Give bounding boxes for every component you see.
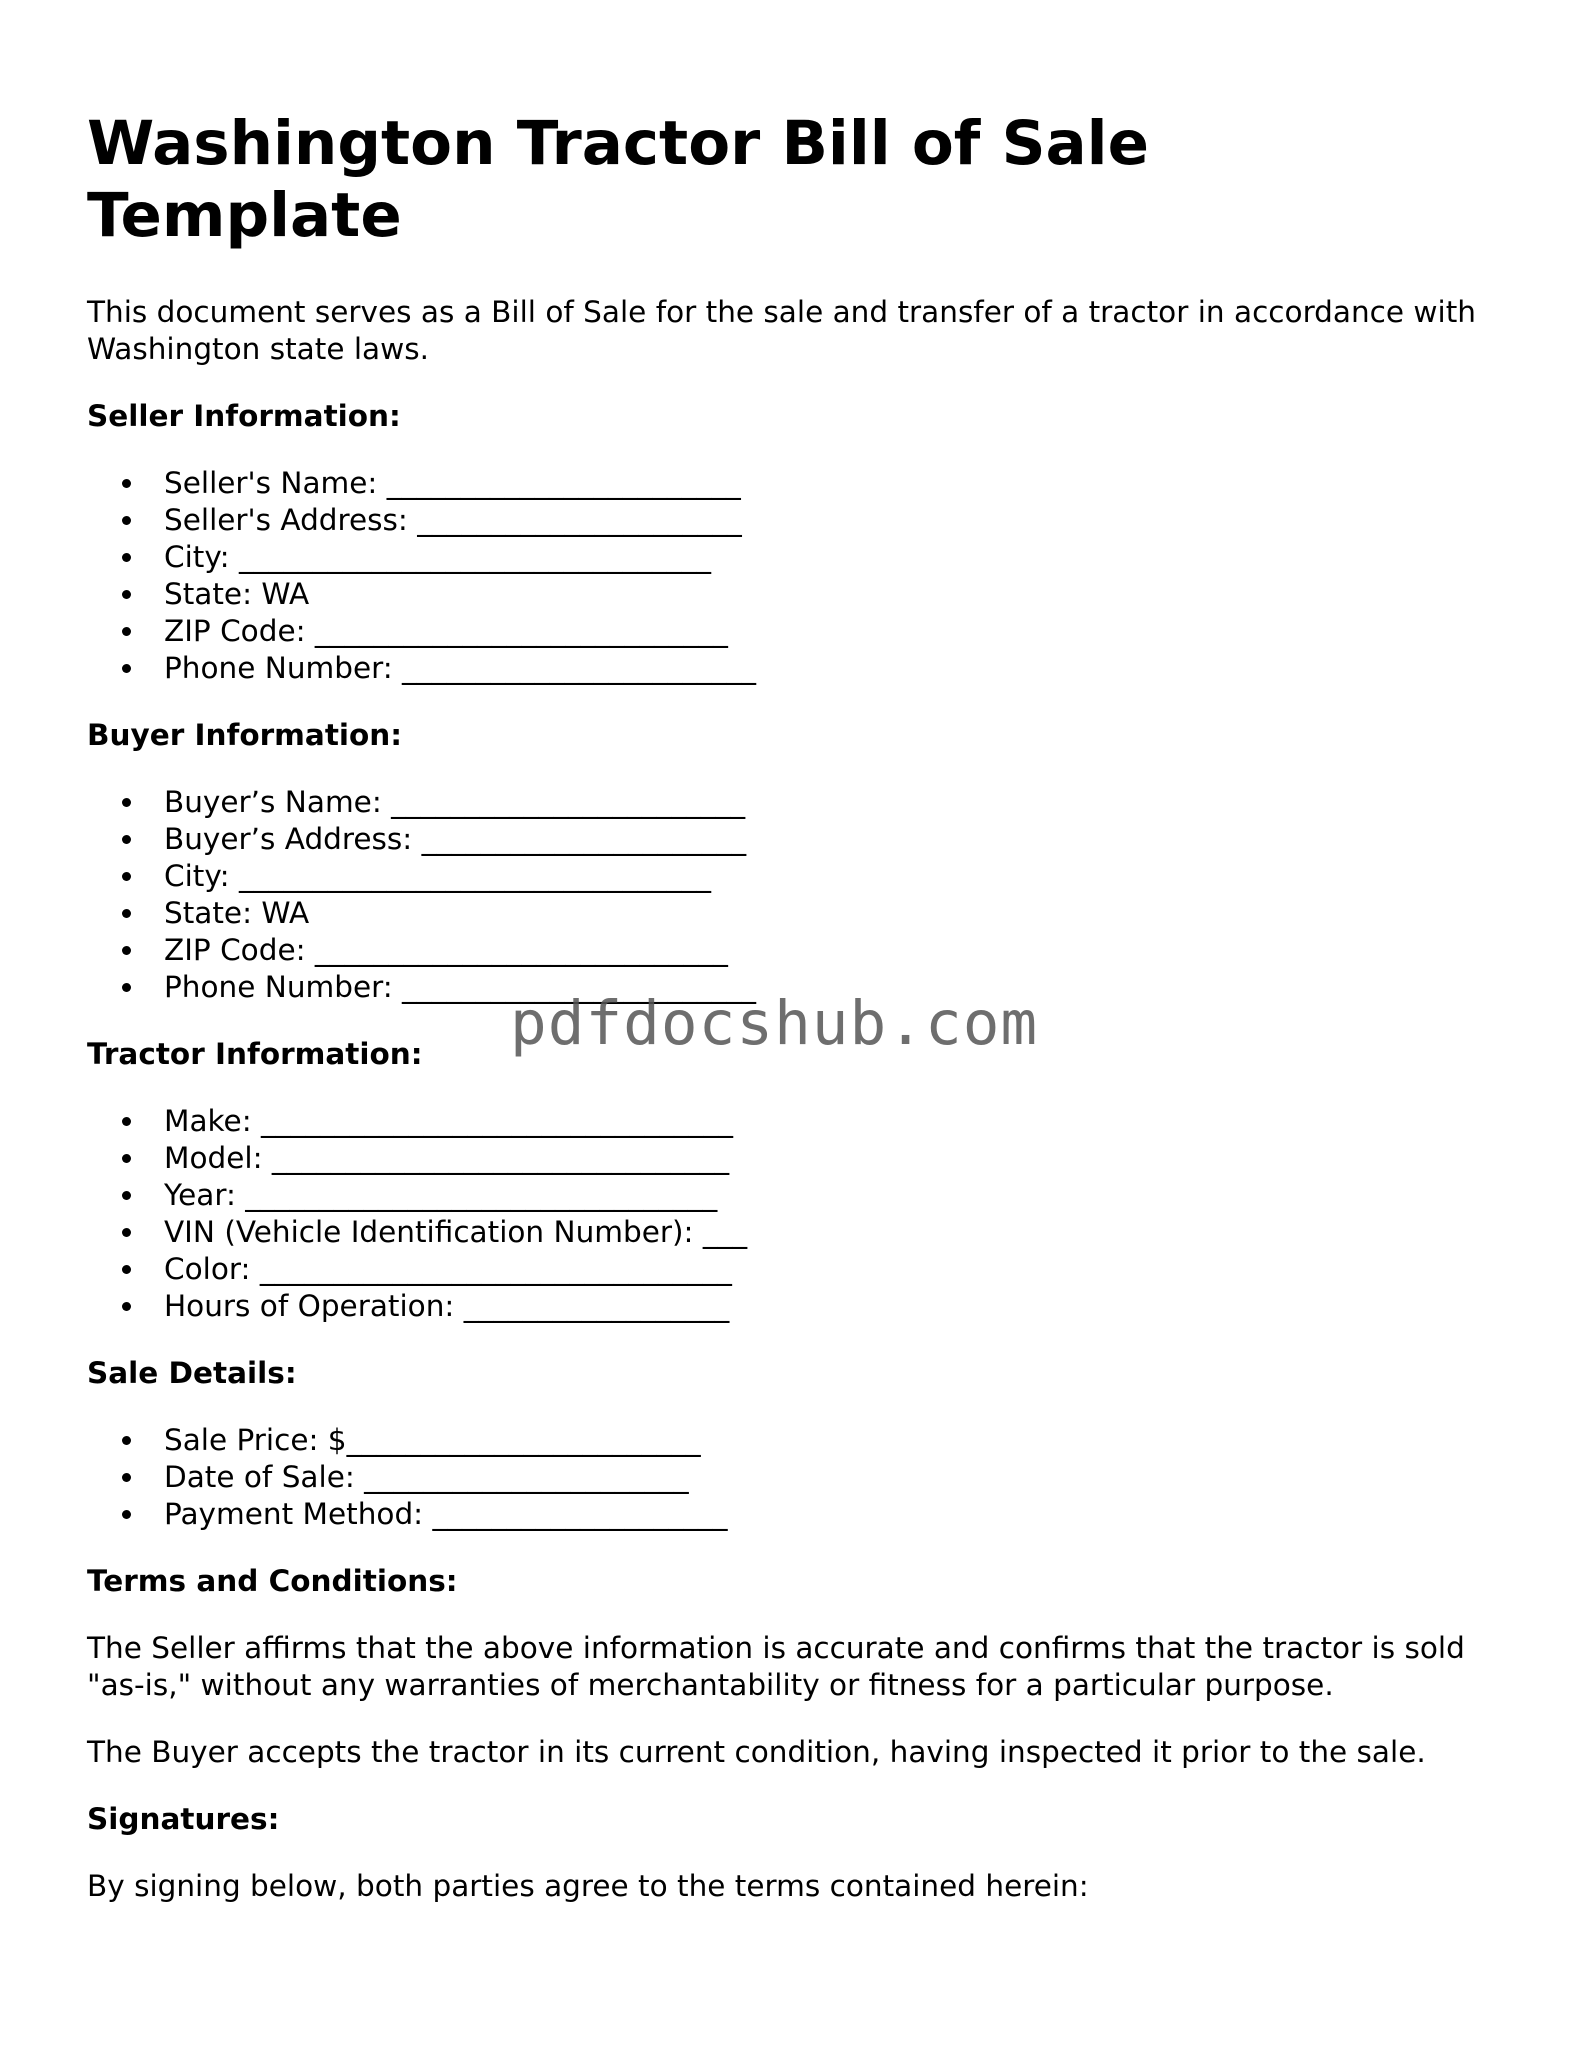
- signatures-heading: Signatures:: [87, 1802, 280, 1836]
- seller-heading: Seller Information:: [87, 399, 401, 433]
- buyer-list: [87, 784, 1507, 1006]
- tractor-model-field: Model: _______________________________: [164, 1140, 1507, 1177]
- seller-name-field: Seller's Name: ________________________: [164, 465, 1507, 502]
- seller-state-field: State: WA: [164, 576, 1507, 613]
- sale-price-field: Sale Price: $________________________: [164, 1422, 1507, 1459]
- buyer-city-field: City: ________________________________: [164, 858, 1507, 895]
- sale-date-field: Date of Sale: ______________________: [164, 1459, 1507, 1496]
- seller-zip-field: ZIP Code: ____________________________: [164, 613, 1507, 650]
- signatures-paragraph: By signing below, both parties agree to the terms contained herein:: [87, 1869, 1089, 1903]
- buyer-address-field: Buyer’s Address: ______________________: [164, 821, 1507, 858]
- tractor-hours-field: Hours of Operation: __________________: [164, 1288, 1507, 1325]
- sale-list: [87, 1422, 1507, 1533]
- intro-paragraph: This document serves as a Bill of Sale for the sale and transfer of a tractor in accordance with Washington state laws.: [87, 295, 1477, 366]
- watermark: pdfdocshub.com: [510, 988, 1039, 1059]
- payment-method-field: Payment Method: ____________________: [164, 1496, 1507, 1533]
- page-title: Washington Tractor Bill of Sale Template: [87, 108, 1149, 251]
- tractor-list: [87, 1103, 1507, 1325]
- sale-heading: Sale Details:: [87, 1356, 297, 1390]
- tractor-make-field: Make: ________________________________: [164, 1103, 1507, 1140]
- buyer-heading: Buyer Information:: [87, 718, 403, 752]
- tractor-heading: Tractor Information:: [87, 1037, 423, 1071]
- seller-phone-field: Phone Number: ________________________: [164, 650, 1507, 687]
- buyer-zip-field: ZIP Code: ____________________________: [164, 932, 1507, 969]
- seller-list: [87, 465, 1507, 687]
- buyer-state-field: State: WA: [164, 895, 1507, 932]
- buyer-name-field: Buyer’s Name: ________________________: [164, 784, 1507, 821]
- seller-city-field: City: ________________________________: [164, 539, 1507, 576]
- terms-paragraph-seller: The Seller affirms that the above information is accurate and confirms that the tractor is sold "as-is," without any warranties of merchantability or fitness for a particular purpose.: [87, 1631, 1465, 1702]
- seller-address-field: Seller's Address: ______________________: [164, 502, 1507, 539]
- terms-paragraph-buyer: The Buyer accepts the tractor in its current condition, having inspected it prior to the sale.: [87, 1735, 1426, 1769]
- tractor-year-field: Year: ________________________________: [164, 1177, 1507, 1214]
- terms-heading: Terms and Conditions:: [87, 1564, 458, 1598]
- buyer-phone-field: Phone Number: ________________________: [164, 969, 1507, 1006]
- tractor-color-field: Color: ________________________________: [164, 1251, 1507, 1288]
- tractor-vin-field: VIN (Vehicle Identification Number): ___: [164, 1214, 1507, 1251]
